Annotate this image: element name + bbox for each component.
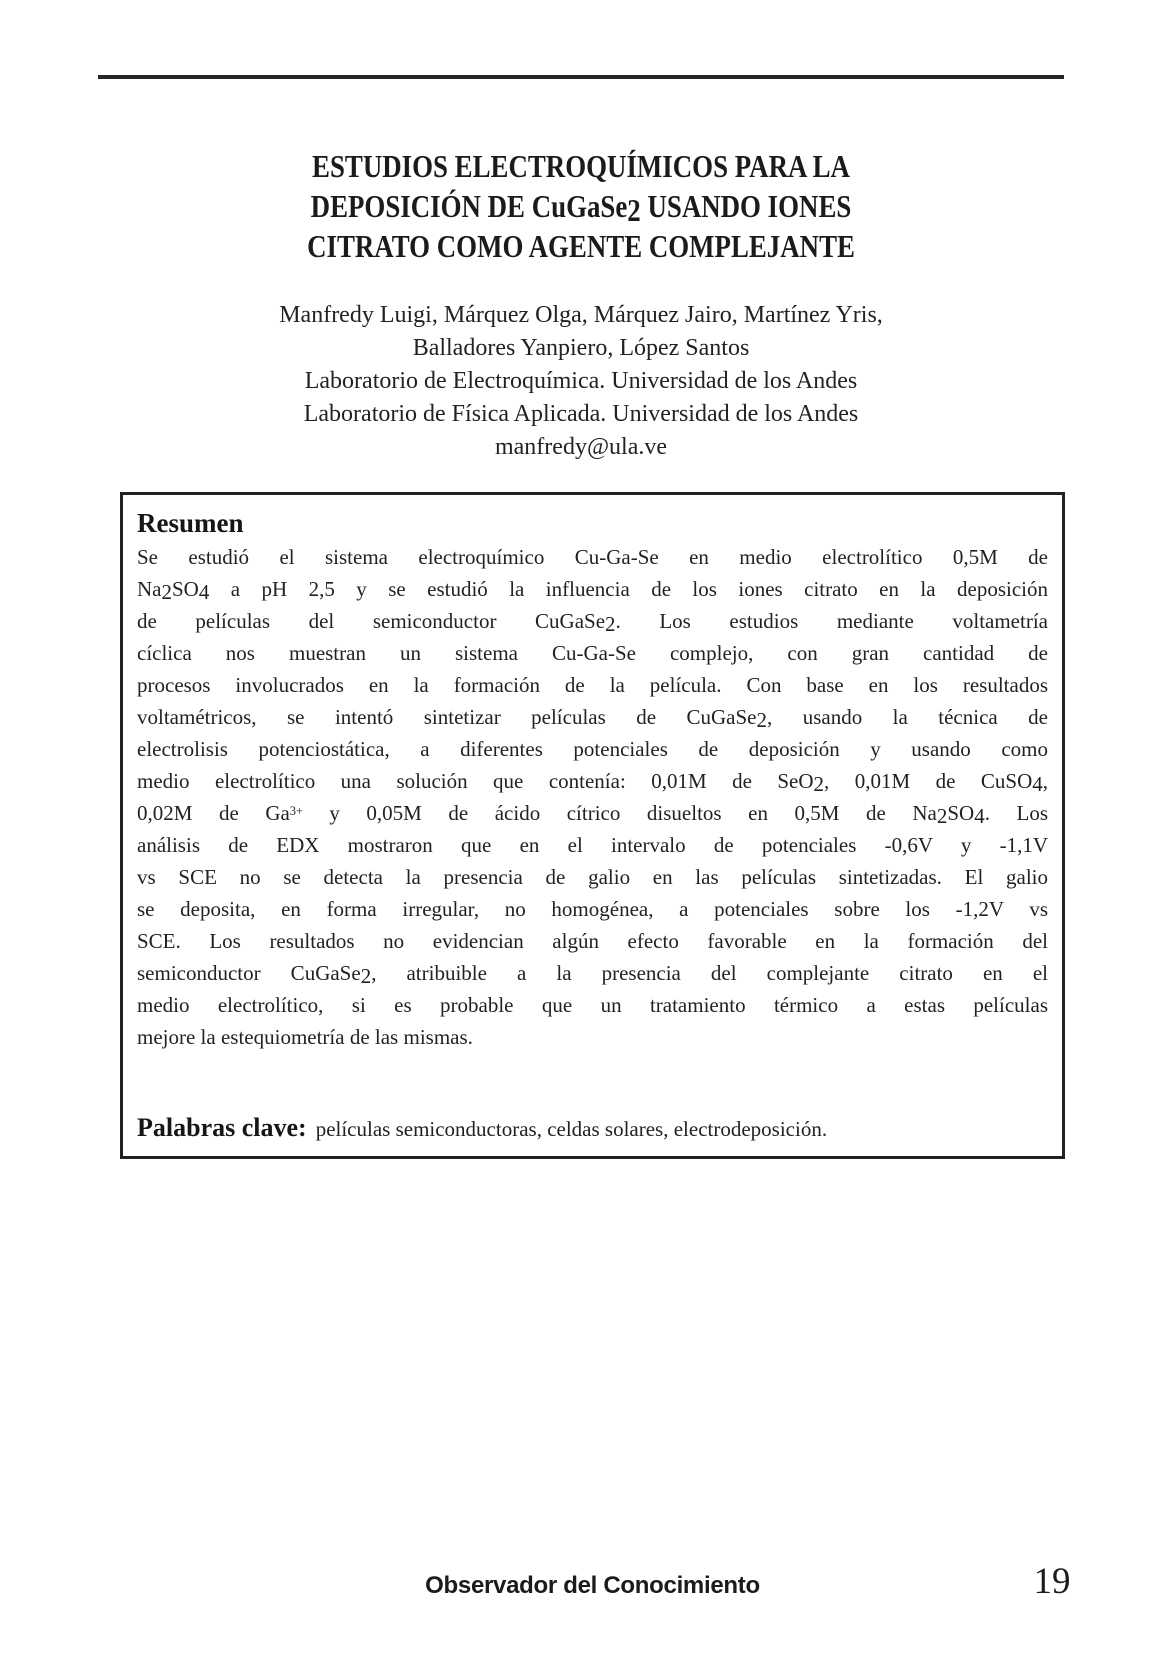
author-email: manfredy@ula.ve [494,434,668,460]
keywords-text: películas semiconductoras, celdas solares, electrodeposición. [315,1117,828,1141]
text-line: se deposita, en forma irregular, no homogénea, a potenciales sobre los -1,2V vs [137,897,1048,921]
keywords-line [137,1111,1048,1149]
text-line: cíclica nos muestran un sistema Cu-Ga-Se complejo, con gran cantidad de [137,641,1048,665]
text-line: de películas del semiconductor CuGaSe2. Los estudios mediante voltametría [137,609,1048,636]
text-line: CITRATO COMO AGENTE COMPLEJANTE [307,228,855,264]
abstract-paragraph [137,541,1048,1053]
text-line: semiconductor CuGaSe2, atribuible a la presencia del complejante citrato en el [137,961,1049,988]
text-line: electrolisis potenciostática, a diferentes potenciales de deposición y usando como [137,737,1048,761]
text-line: medio electrolítico una solución que contenía: 0,01M de SeO2, 0,01M de CuSO4, [137,769,1048,796]
text-line: ESTUDIOS ELECTROQUÍMICOS PARA LA [312,148,850,184]
header-rule [98,75,1064,79]
text-line: SCE. Los resultados no evidencian algún efecto favorable en la formación del [137,929,1048,953]
text-line: análisis de EDX mostraron que en el intervalo de potenciales -0,6V y -1,1V [137,833,1048,857]
abstract-box [120,492,1065,1159]
text-line: Na2SO4 a pH 2,5 y se estudió la influencia de los iones citrato en la deposición [137,577,1048,604]
paper-title [175,146,986,266]
footer-journal-title: Observador del Conocimiento [425,1572,760,1599]
keywords-label: Palabras clave: [137,1113,307,1142]
text-line: Se estudió el sistema electroquímico Cu-Ga-Se en medio electrolítico 0,5M de [137,545,1048,569]
text-line: Laboratorio de Electroquímica. Universidad de los Andes [304,368,858,394]
author-lines [98,299,1064,431]
authors-block [98,299,1064,464]
text-line: medio electrolítico, si es probable que un tratamiento térmico a estas películas [137,993,1048,1017]
page-number: 19 [1033,1561,1071,1602]
abstract-heading: Resumen [137,508,244,538]
text-line: voltamétricos, se intentó sintetizar películas de CuGaSe2, usando la técnica de [137,705,1048,732]
text-line: procesos involucrados en la formación de la película. Con base en los resultados [137,673,1048,697]
text-line: Balladores Yanpiero, López Santos [412,335,750,361]
text-line: vs SCE no se detecta la presencia de galio en las películas sintetizadas. El galio [137,865,1048,889]
text-line: 0,02M de $Ga^{3+}$ y 0,05M de ácido cítrico disueltos en 0,5M de Na2SO4. Los [137,801,1049,828]
text-line: mejore la estequiometría de las mismas. [137,1025,473,1049]
text-line: DEPOSICIÓN DE CuGaSe2 USANDO IONES [310,188,852,229]
text-line: Manfredy Luigi, Márquez Olga, Márquez Jairo, Martínez Yris, [279,302,883,328]
text-line: Laboratorio de Física Aplicada. Universidad de los Andes [303,401,859,427]
